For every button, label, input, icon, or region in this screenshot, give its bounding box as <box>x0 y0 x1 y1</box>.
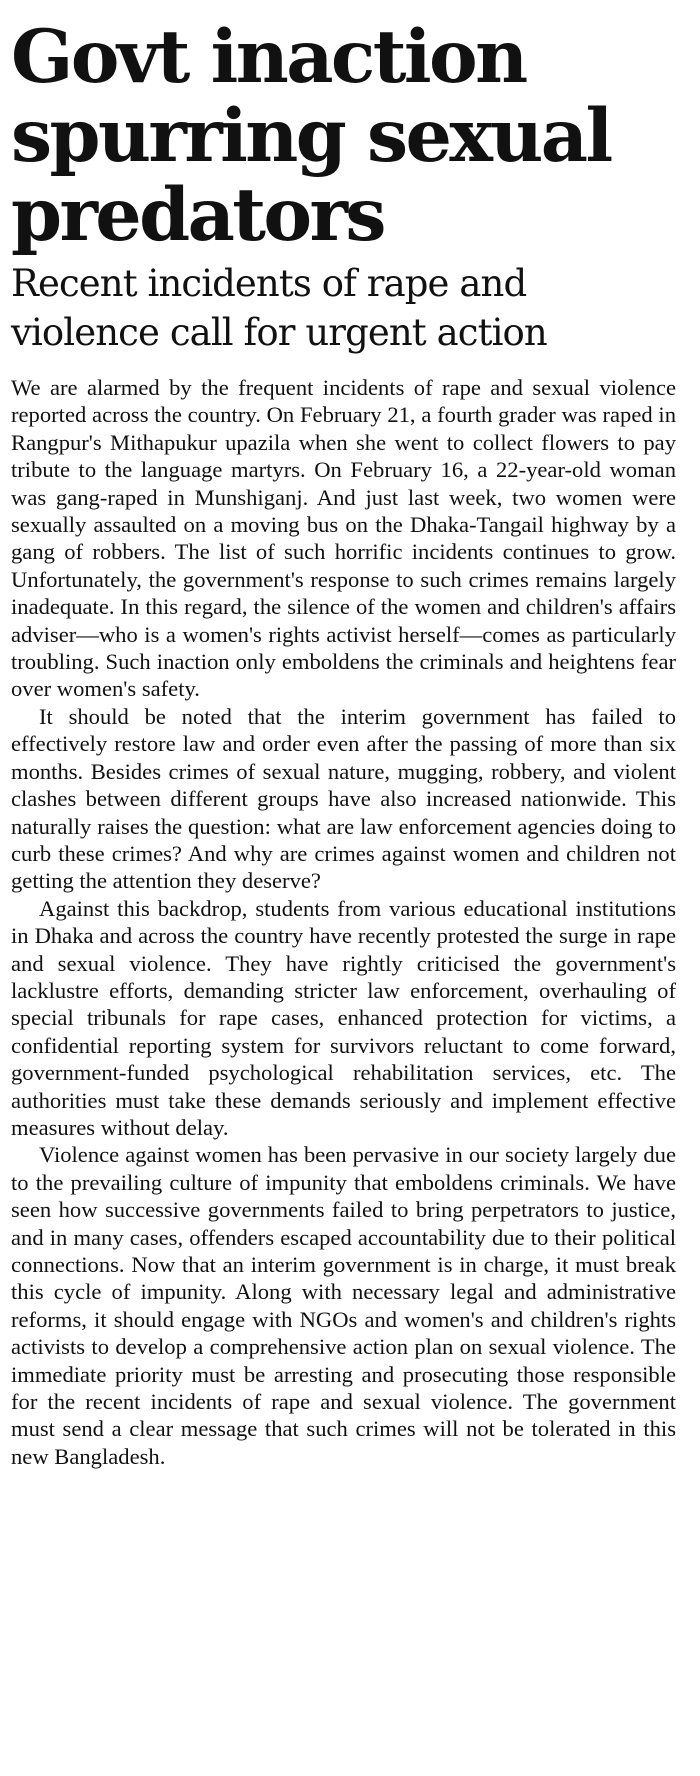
body-paragraph: It should be noted that the interim government has failed to effectively restore law and order even after the passing of more than six months. Besides crimes of sexual nature, mugging, robbery, and violent clashes between different groups have also increased nationwide. This naturally raises the question: what are law enforcement agencies doing to curb these crimes? And why are crimes against women and children not getting the attention they deserve? <box>11 703 676 894</box>
body-paragraph: We are alarmed by the frequent incidents of rape and sexual violence reported across the country. On February 21, a fourth grader was raped in Rangpur's Mithapukur upazila when she went to collect flowers to pay tribute to the language martyrs. On February 16, a 22-year-old woman was gang-raped in Munshiganj. And just last week, two women were sexually assaulted on a moving bus on the Dhaka-Tangail highway by a gang of robbers. The list of such horrific incidents continues to grow. Unfortunately, the government's response to such crimes remains largely inadequate. In this regard, the silence of the women and children's affairs adviser—who is a women's rights activist herself—comes as particularly troubling. Such inaction only emboldens the criminals and heightens fear over women's safety. <box>11 375 676 702</box>
headline <box>11 14 676 258</box>
body-paragraph: Violence against women has been pervasive in our society largely due to the prevailing culture of impunity that emboldens criminals. We have seen how successive governments failed to bring perpetrators to justice, and in many cases, offenders escaped accountability due to their political connections. Now that an interim government is in charge, it must break this cycle of impunity. Along with necessary legal and administrative reforms, it should engage with NGOs and women's and children's rights activists to develop a comprehensive action plan on sexual violence. The immediate priority must be arresting and prosecuting those responsible for the recent incidents of rape and sexual violence. The government must send a clear message that such crimes will not be tolerated in this new Bangladesh. <box>11 1142 676 1469</box>
article-body <box>11 374 676 1470</box>
subheadline-line: violence call for urgent action <box>11 311 547 354</box>
headline-line: predators <box>11 172 384 258</box>
headline-line: spurring sexual <box>11 93 611 179</box>
subheadline <box>11 259 676 357</box>
body-paragraph: Against this backdrop, students from various educational institutions in Dhaka and across the country have recently protested the surge in rape and sexual violence. They have rightly criticised the government's lacklustre efforts, demanding stricter law enforcement, overhauling of special tribunals for rape cases, enhanced protection for victims, a confidential reporting system for survivors reluctant to come forward, government-funded psychological rehabilitation services, etc. The authorities must take these demands seriously and implement effective measures without delay. <box>11 895 676 1140</box>
subheadline-line: Recent incidents of rape and <box>11 262 527 305</box>
headline-line: Govt inaction <box>11 14 526 100</box>
